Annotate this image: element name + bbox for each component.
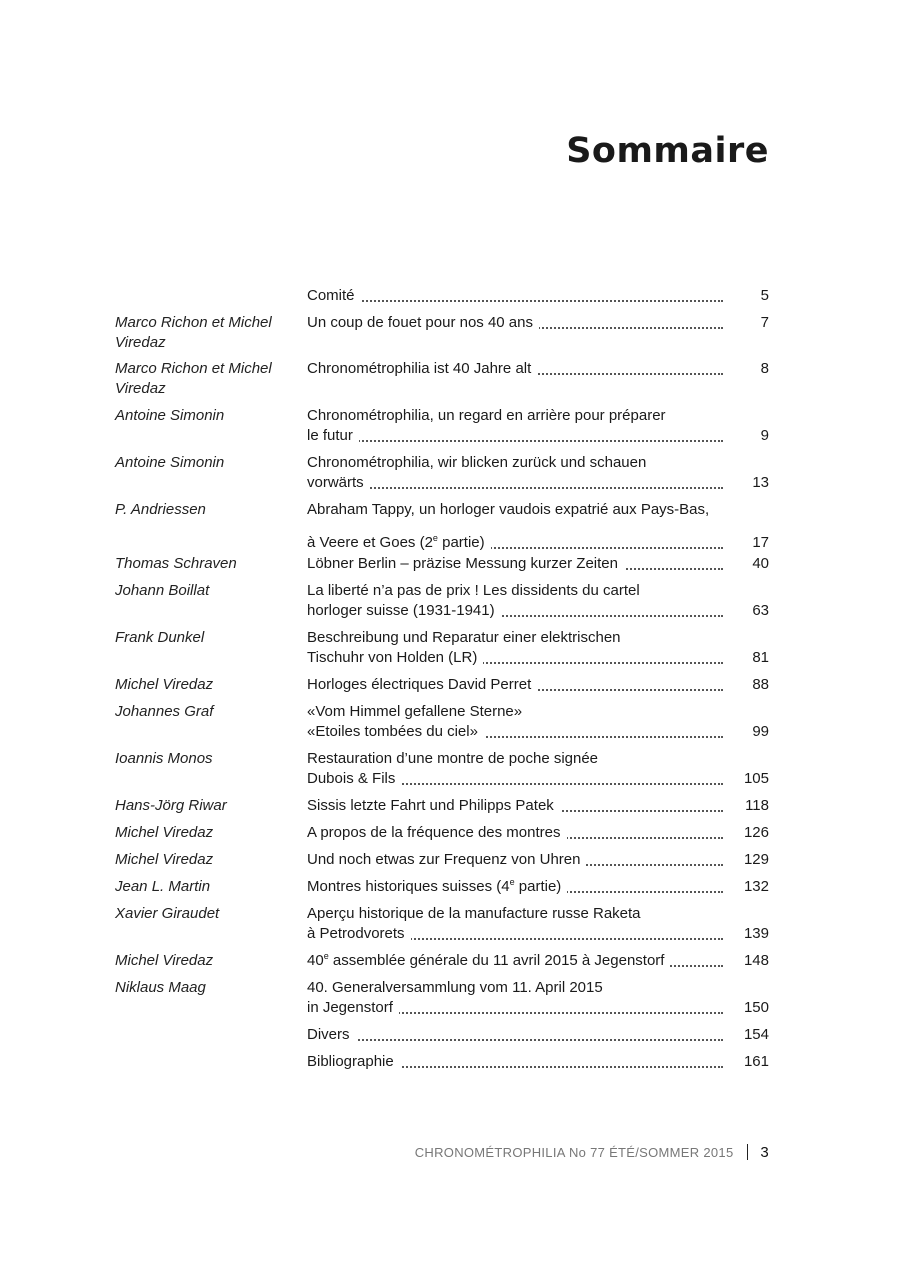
- footer-page-number: 3: [760, 1144, 769, 1161]
- toc-article[interactable]: [307, 749, 769, 789]
- toc-article-title: Restauration d’une montre de poche signée: [307, 750, 604, 767]
- toc-article[interactable]: [307, 286, 769, 306]
- toc-author: Michel Viredaz: [115, 851, 214, 868]
- toc-page-number: 132: [738, 877, 769, 897]
- toc-article[interactable]: [307, 978, 769, 1018]
- toc-article-title: Chronométrophilia, wir blicken zurück und schauen: [307, 454, 652, 471]
- toc-page-number: 154: [738, 1025, 769, 1045]
- toc-article[interactable]: [307, 500, 769, 553]
- dot-leader: [307, 300, 723, 302]
- toc-page-number: 81: [746, 648, 769, 668]
- toc-page-number: 7: [755, 313, 769, 333]
- toc-article[interactable]: [307, 453, 769, 493]
- toc-page-number: 99: [746, 722, 769, 742]
- toc-author: Thomas Schraven: [115, 555, 237, 572]
- footer-season: ÉTÉ/SOMMER 2015: [609, 1145, 734, 1160]
- toc-article-title: 40. Generalversammlung vom 11. April 2015: [307, 979, 609, 996]
- toc-article-title: horloger suisse (1931-1941): [307, 602, 501, 619]
- toc-page-number: 8: [755, 359, 769, 379]
- toc-author: Marco Richon et Michel Viredaz: [115, 360, 272, 397]
- toc-author: Johann Boillat: [115, 582, 210, 599]
- toc-page-number: 126: [738, 823, 769, 843]
- toc-article-title: Bibliographie: [307, 1053, 400, 1070]
- toc-article[interactable]: [307, 823, 769, 843]
- toc-article[interactable]: [307, 581, 769, 621]
- dot-leader: [307, 440, 723, 442]
- toc-article[interactable]: [307, 313, 769, 333]
- toc-article-title: Und noch etwas zur Frequenz von Uhren: [307, 851, 586, 868]
- toc-author: Johannes Graf: [115, 703, 214, 720]
- toc-author: Frank Dunkel: [115, 629, 205, 646]
- toc-page-number: 139: [738, 924, 769, 944]
- toc-article-title: Comité: [307, 287, 361, 304]
- toc-article-title: Montres historiques suisses (4e partie): [307, 878, 567, 895]
- toc-author: Michel Viredaz: [115, 824, 214, 841]
- toc-article[interactable]: [307, 1052, 769, 1072]
- page-title: Sommaire: [566, 131, 769, 172]
- toc-article-title: Divers: [307, 1026, 356, 1043]
- toc-page-number: 40: [746, 554, 769, 574]
- toc-page-number: 150: [738, 998, 769, 1018]
- toc-article-title: Beschreibung und Reparatur einer elektrischen: [307, 629, 627, 646]
- toc-author: Ioannis Monos: [115, 750, 213, 767]
- toc-article[interactable]: [307, 850, 769, 870]
- toc-article[interactable]: [307, 675, 769, 695]
- toc-page-number: 5: [755, 286, 769, 306]
- toc-author: P. Andriessen: [115, 501, 206, 518]
- toc-article-title: Tischuhr von Holden (LR): [307, 649, 483, 666]
- toc-article-title: à Veere et Goes (2e partie): [307, 534, 491, 551]
- toc-article[interactable]: [307, 877, 769, 897]
- toc-article-title: Chronométrophilia ist 40 Jahre alt: [307, 360, 537, 377]
- toc-article-title: Löbner Berlin – präzise Messung kurzer Zeiten: [307, 555, 624, 572]
- toc-page-number: 148: [738, 951, 769, 971]
- toc-article-title: 40e assemblée générale du 11 avril 2015 à Jegenstorf: [307, 952, 670, 969]
- toc-article-title: Chronométrophilia, un regard en arrière pour préparer: [307, 407, 672, 424]
- page-footer: [415, 1144, 769, 1161]
- toc-page-number: 17: [746, 533, 769, 553]
- toc-author: Antoine Simonin: [115, 454, 225, 471]
- toc-page-number: 161: [738, 1052, 769, 1072]
- footer-journal: CHRONOMÉTROPHILIA: [414, 1145, 566, 1160]
- dot-leader: [307, 1039, 723, 1041]
- toc-article-title: A propos de la fréquence des montres: [307, 824, 567, 841]
- toc-page-number: 105: [738, 769, 769, 789]
- toc-author: Niklaus Maag: [115, 979, 206, 996]
- toc-article[interactable]: [307, 628, 769, 668]
- toc-page-number: 63: [746, 601, 769, 621]
- toc-author: Xavier Giraudet: [115, 905, 220, 922]
- toc-article-title: à Petrodvorets: [307, 925, 411, 942]
- toc-article-title: Horloges électriques David Perret: [307, 676, 537, 693]
- toc-article-title: Un coup de fouet pour nos 40 ans: [307, 314, 539, 331]
- toc-author: Michel Viredaz: [115, 952, 214, 969]
- toc-author: Hans-Jörg Riwar: [115, 797, 227, 814]
- toc-author: Marco Richon et Michel Viredaz: [115, 314, 272, 351]
- toc-article[interactable]: [307, 702, 769, 742]
- toc-page-number: 13: [746, 473, 769, 493]
- toc-page-number: 129: [738, 850, 769, 870]
- toc-article-title: «Vom Himmel gefallene Sterne»: [307, 703, 528, 720]
- footer-separator: [747, 1144, 748, 1160]
- toc-article-title: «Etoiles tombées du ciel»: [307, 723, 484, 740]
- toc-article-title: Aperçu historique de la manufacture russe Raketa: [307, 905, 647, 922]
- toc-article[interactable]: [307, 796, 769, 816]
- toc-article-title: le futur: [307, 427, 359, 444]
- toc-article-title: Dubois & Fils: [307, 770, 401, 787]
- toc-article[interactable]: [307, 951, 769, 971]
- toc-author: Antoine Simonin: [115, 407, 225, 424]
- toc-author: Jean L. Martin: [115, 878, 211, 895]
- toc-author: Michel Viredaz: [115, 676, 214, 693]
- toc-page-number: 88: [746, 675, 769, 695]
- footer-number: No 77: [568, 1145, 606, 1160]
- toc-article-title: vorwärts: [307, 474, 370, 491]
- toc-article-title: La liberté n’a pas de prix ! Les dissidents du cartel: [307, 582, 646, 599]
- toc-article[interactable]: [307, 1025, 769, 1045]
- toc-article[interactable]: [307, 554, 769, 574]
- toc-article-title: in Jegenstorf: [307, 999, 399, 1016]
- toc-article[interactable]: [307, 359, 769, 379]
- toc-article-title: Abraham Tappy, un horloger vaudois expatrié aux Pays-Bas,: [307, 501, 715, 518]
- toc-article[interactable]: [307, 904, 769, 944]
- toc-page-number: 118: [739, 796, 769, 816]
- toc-article-title: Sissis letzte Fahrt und Philipps Patek: [307, 797, 560, 814]
- toc-page-number: 9: [755, 426, 769, 446]
- toc-article[interactable]: [307, 406, 769, 446]
